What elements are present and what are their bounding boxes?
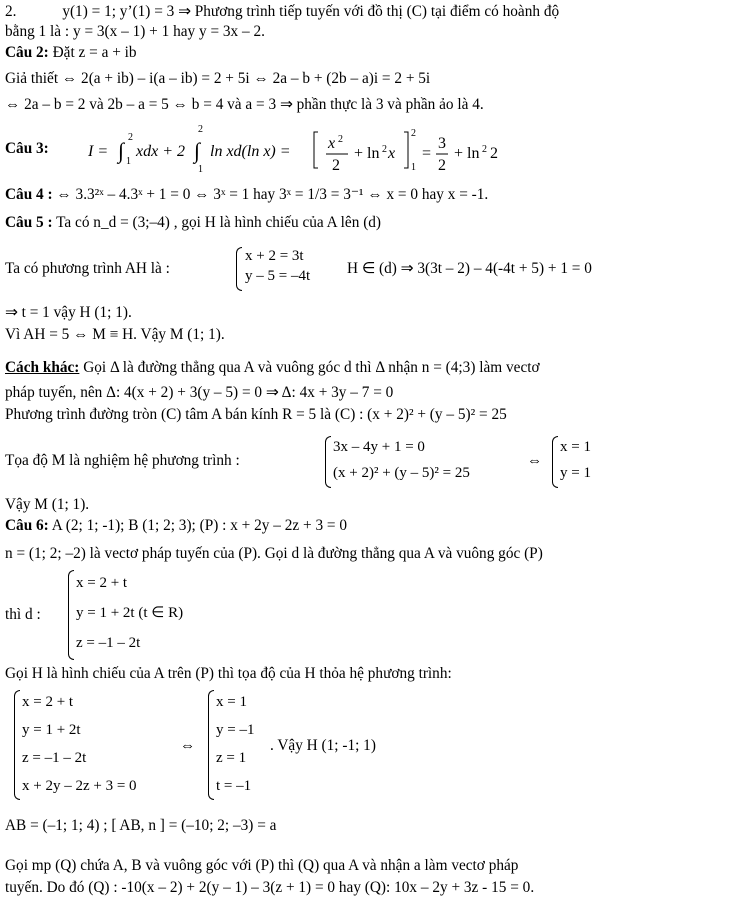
svg-text:x: x <box>328 135 336 152</box>
svg-text:xdx + 2: xdx + 2 <box>136 143 185 160</box>
equation: x = 2 + t <box>22 694 74 710</box>
line-2: bằng 1 là : y = 3(x – 1) + 1 hay y = 3x – 2. <box>5 23 265 40</box>
text: Đặt z = a + ib <box>48 44 137 61</box>
line-23: Gọi mp (Q) chứa A, B và vuông góc với (P) thì (Q) qua A và nhận a làm vectơ pháp <box>5 857 519 874</box>
line-1 <box>5 3 559 21</box>
text: A (2; 1; -1); B (1; 2; 3); (P) : x + 2y – 2z + 3 = 0 <box>48 517 348 534</box>
svg-text:1: 1 <box>126 156 131 167</box>
equation: z = 1 <box>216 750 247 766</box>
equation: (x + 2)² + (y – 5)² = 25 <box>333 465 470 481</box>
system-brace <box>14 690 20 800</box>
line-20: Gọi H là hình chiếu của A trên (P) thì tọa độ của H thỏa hệ phương trình: <box>5 665 452 682</box>
line-4: Giả thiết ⇔ 2(a + ib) – i(a – ib) = 2 + 5i ⇔ 2a – b + (2b – a)i = 2 + 5i <box>5 70 431 87</box>
svg-text:2: 2 <box>332 157 340 174</box>
svg-text:2: 2 <box>438 157 446 174</box>
line-16: Vậy M (1; 1). <box>5 496 90 513</box>
equation: 3x – 4y + 1 = 0 <box>333 439 425 455</box>
integral-formula <box>86 118 546 178</box>
equation: z = –1 – 2t <box>76 635 141 651</box>
svg-text:∫: ∫ <box>118 138 125 163</box>
line-14: Phương trình đường tròn (C) tâm A bán kính R = 5 là (C) : (x + 2)² + (y – 5)² = 25 <box>5 406 507 423</box>
svg-text:2: 2 <box>482 144 487 155</box>
svg-text:=: = <box>422 145 432 162</box>
text: Gọi Δ là đường thẳng qua A và vuông góc d thì Δ nhận n = (4;3) làm vectơ <box>79 359 540 376</box>
equation: y = 1 + 2t (t ∈ R) <box>76 605 184 621</box>
equivalence: ⇔ <box>180 737 196 754</box>
equation: x = 1 <box>216 694 247 710</box>
system-brace <box>325 436 331 488</box>
system-h-solution <box>216 688 254 800</box>
line-11: Vì AH = 5 ⇔ M ≡ H. Vậy M (1; 1). <box>5 326 225 343</box>
equation: y = 1 + 2t <box>22 722 81 738</box>
alternative-method <box>5 359 540 377</box>
system-ah <box>245 246 310 286</box>
system-brace <box>208 690 214 800</box>
svg-text:2: 2 <box>411 128 416 139</box>
svg-text:1: 1 <box>198 164 203 175</box>
line-5: ⇔ 2a – b = 2 và 2b – a = 5 ⇔ b = 4 và a = 3 ⇒ phần thực là 3 và phần ảo là 4. <box>5 96 484 113</box>
system-solution <box>560 434 591 486</box>
line-10: ⇒ t = 1 vậy H (1; 1). <box>5 304 132 321</box>
question-4 <box>5 186 488 204</box>
svg-text:2: 2 <box>128 132 133 143</box>
question-label: Câu 4 : <box>5 186 53 203</box>
equation: x = 2 + t <box>76 575 128 591</box>
svg-text:3: 3 <box>438 135 446 152</box>
line-19-label: thì d : <box>5 606 41 623</box>
alternative-label: Cách khác: <box>5 359 80 376</box>
item-number: 2. <box>5 3 17 20</box>
question-label: Câu 2: <box>5 44 49 61</box>
system-brace <box>236 247 242 291</box>
line-18: n = (1; 2; –2) là vectơ pháp tuyến của (P). Gọi d là đường thẳng qua A và vuông góc (P) <box>5 545 543 562</box>
svg-text:2: 2 <box>382 144 387 155</box>
svg-text:+ ln: + ln <box>454 145 480 162</box>
question-5 <box>5 214 381 232</box>
system-h <box>22 688 137 800</box>
svg-text:2: 2 <box>490 145 498 162</box>
line-9-rhs: H ∈ (d) ⇒ 3(3t – 2) – 4(-4t + 5) + 1 = 0 <box>347 260 592 277</box>
line-24: tuyến. Do đó (Q) : -10(x – 2) + 2(y – 1) – 3(z + 1) = 0 hay (Q): 10x – 2y + 3z - 15 = 0. <box>5 879 535 896</box>
equation: x + 2 = 3t <box>245 248 304 264</box>
equation: y – 5 = –4t <box>245 268 311 284</box>
text: y(1) = 1; y’(1) = 3 ⇒ Phương trình tiếp tuyến với đồ thị (C) tại điểm có hoành độ <box>62 3 560 20</box>
question-2 <box>5 44 137 62</box>
integral-svg <box>86 118 546 178</box>
svg-text:x: x <box>388 145 396 162</box>
svg-text:2: 2 <box>338 134 343 145</box>
svg-text:+ ln: + ln <box>354 145 380 162</box>
system-brace <box>68 570 74 660</box>
question-6 <box>5 517 347 535</box>
text: ⇔ 3.3²ˣ – 4.3ˣ + 1 = 0 ⇔ 3ˣ = 1 hay 3ˣ = 1/3 = 3⁻¹ ⇔ x = 0 hay x = -1. <box>52 186 489 203</box>
question-label: Câu 3: <box>5 140 49 157</box>
equation: z = –1 – 2t <box>22 750 87 766</box>
equation: y = 1 <box>560 465 591 481</box>
question-label: Câu 5 : <box>5 214 53 231</box>
equation: x + 2y – 2z + 3 = 0 <box>22 778 137 794</box>
equivalence: ⇔ <box>527 452 543 469</box>
question-3 <box>5 140 49 158</box>
system-circle <box>333 434 470 486</box>
line-21-result: . Vậy H (1; -1; 1) <box>270 737 376 754</box>
question-label: Câu 6: <box>5 517 49 534</box>
line-15-label: Tọa độ M là nghiệm hệ phương trình : <box>5 452 240 469</box>
line-9-label: Ta có phương trình AH là : <box>5 260 170 277</box>
svg-text:I =: I = <box>88 143 109 160</box>
svg-text:2: 2 <box>198 124 203 135</box>
text: Ta có n_d = (3;–4) , gọi H là hình chiếu của A lên (d) <box>52 214 382 231</box>
svg-text:∫: ∫ <box>194 138 201 163</box>
line-13: pháp tuyến, nên Δ: 4(x + 2) + 3(y – 5) = 0 ⇒ Δ: 4x + 3y – 7 = 0 <box>5 384 394 401</box>
svg-text:ln xd(ln x) =: ln xd(ln x) = <box>210 143 291 160</box>
system-brace <box>552 436 558 488</box>
svg-text:1: 1 <box>411 162 416 173</box>
system-line-d <box>76 568 183 658</box>
equation: t = –1 <box>216 778 252 794</box>
equation: y = –1 <box>216 722 255 738</box>
line-22: AB = (–1; 1; 4) ; [ AB, n ] = (–10; 2; –3) = a <box>5 817 277 834</box>
equation: x = 1 <box>560 439 591 455</box>
